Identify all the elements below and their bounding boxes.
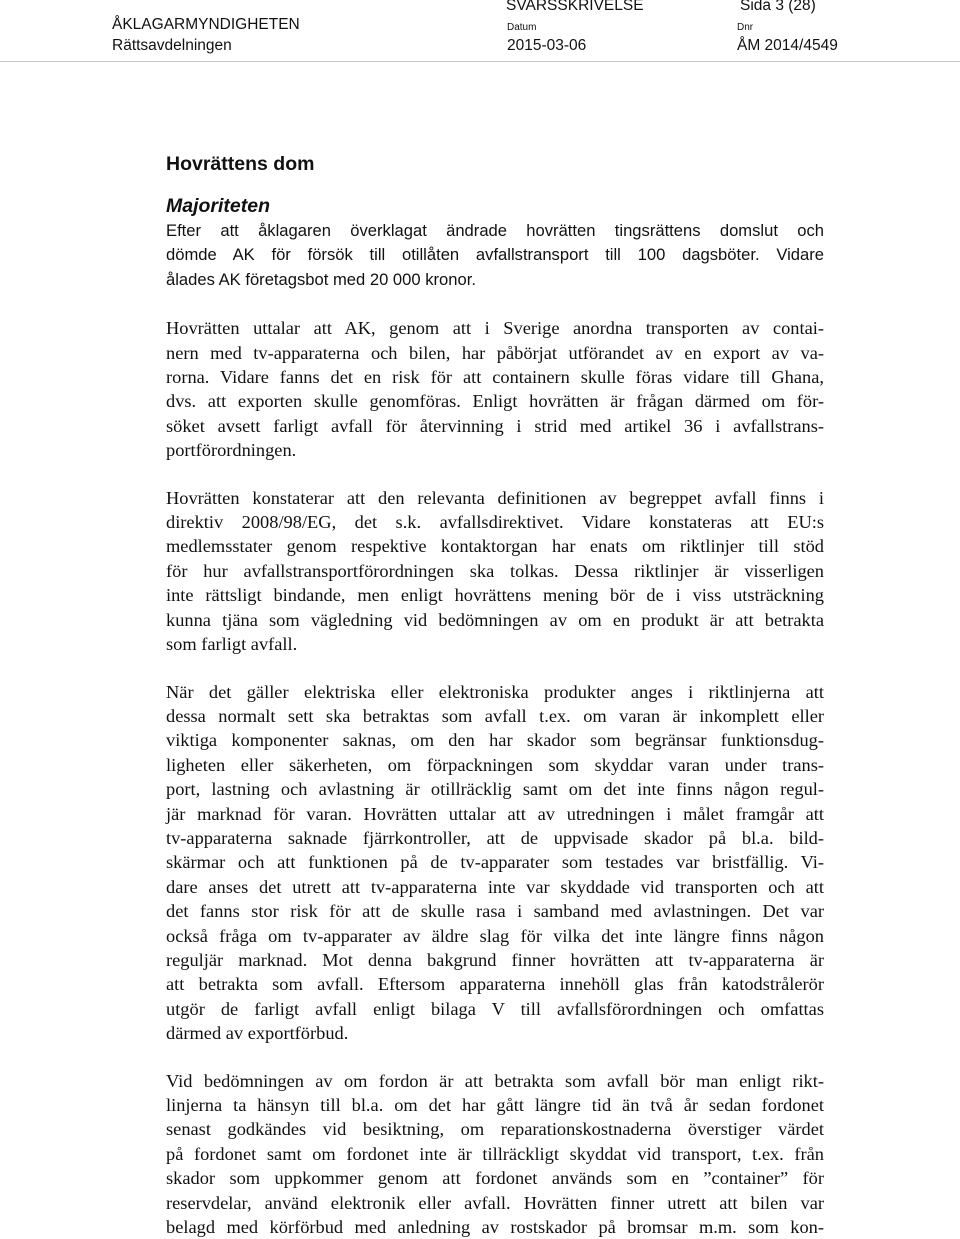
paragraph-line: som farligt avfall. <box>166 634 298 655</box>
paragraph-line: nern med tv-apparaterna och bilen, har påbörjat utförandet av en export av va- <box>166 342 824 363</box>
paragraph-line: senast godkändes vid besiktning, om reparationskostnaderna överstiger värdet <box>166 1119 824 1140</box>
paragraph-line: att betrakta som avfall. Eftersom apparaterna innehöll glas från katodstrålerör <box>166 974 824 995</box>
paragraph-line: rorna. Vidare fanns det en risk för att containern skulle föras vidare till Ghana, <box>166 367 824 388</box>
header-doc-type: SVARSSKRIVELSE <box>506 0 644 14</box>
header-page-number: Sida 3 (28) <box>740 0 816 14</box>
paragraph-2 <box>166 316 824 462</box>
paragraph-line: reservdelar, använd elektronik eller avfall. Hovrätten finner utrett att bilen var <box>166 1192 824 1213</box>
paragraph-line: viktiga komponenter saknas, om den har skador som begränsar funktionsdug- <box>166 730 824 751</box>
paragraph-line: Hovrätten uttalar att AK, genom att i Sverige anordna transporten av contai- <box>166 318 824 339</box>
page-header <box>0 0 960 60</box>
paragraph-line: Efter att åklagaren överklagat ändrade hovrätten tingsrättens domslut och <box>166 221 824 240</box>
paragraph-line: skador som uppkommer genom att fordonet används som en ”container” för <box>166 1168 824 1189</box>
paragraph-line: Hovrätten konstaterar att den relevanta definitionen av begreppet avfall finns i <box>166 487 824 508</box>
section-title: Hovrättens dom <box>166 153 315 175</box>
paragraph-line: ålades AK företagsbot med 20 000 kronor. <box>166 269 476 289</box>
header-unit: Rättsavdelningen <box>112 37 232 54</box>
paragraph-line: belagd med körförbud med anledning av rostskador på bromsar m.m. som kon- <box>166 1217 824 1238</box>
header-org: ÅKLAGARMYNDIGHETEN <box>112 16 300 33</box>
paragraph-line: för hur avfallstransportförordningen ska tolkas. Dessa riktlinjer är visserligen <box>166 560 824 581</box>
paragraph-line: på fordonet samt om fordonet inte är tillräckligt skyddat vid transport, t.ex. från <box>166 1143 824 1164</box>
paragraph-line: portförordningen. <box>166 440 297 461</box>
header-divider <box>0 61 960 62</box>
paragraph-line: När det gäller elektriska eller elektroniska produkter anges i riktlinjerna att <box>166 681 824 702</box>
paragraph-line: dvs. att exporten skulle genomföras. Enligt hovrätten är frågan därmed om för- <box>166 391 824 412</box>
paragraph-3 <box>166 486 824 657</box>
paragraph-line: söket avsett farligt avfall för återvinning i strid med artikel 36 i avfallstrans- <box>166 415 824 436</box>
paragraph-line: utgör de farligt avfall enligt bilaga V till avfallsförordningen och omfattas <box>166 998 824 1019</box>
paragraph-line: jär marknad för varan. Hovrätten uttalar att av utredningen i målet framgår att <box>166 803 824 824</box>
header-dnr-label: Dnr <box>737 22 754 33</box>
document-body <box>166 150 824 1239</box>
paragraph-line: ligheten eller säkerheten, om förpackningen som skyddar varan under trans- <box>166 754 824 775</box>
paragraph-line: dessa normalt sett ska betraktas som avfall t.ex. om varan är inkomplett eller <box>166 705 824 726</box>
paragraph-4 <box>166 680 824 1046</box>
section-subtitle: Majoriteten <box>166 195 271 217</box>
paragraph-1 <box>166 219 824 292</box>
paragraph-5 <box>166 1069 824 1239</box>
paragraph-line: Vid bedömningen av om fordon är att betrakta som avfall bör man enligt rikt- <box>166 1070 824 1091</box>
header-dnr: ÅM 2014/4549 <box>737 37 838 54</box>
paragraph-line: linjerna ta hänsyn till bl.a. om det har gått längre tid än två år sedan fordonet <box>166 1095 824 1115</box>
header-date-label: Datum <box>507 22 537 33</box>
paragraph-line: port, lastning och avlastning är otillräcklig samt om det inte finns någon regul- <box>166 779 824 800</box>
paragraph-line: kunna tjäna som vägledning vid bedömningen av om en produkt är att betrakta <box>166 609 824 630</box>
paragraph-line: det fanns stor risk för att de skulle rasa i samband med avlastningen. Det var <box>166 901 824 922</box>
paragraph-line: tv-apparaterna saknade fjärrkontroller, att de uppvisade skador på bl.a. bild- <box>166 827 824 848</box>
paragraph-line: direktiv 2008/98/EG, det s.k. avfallsdirektivet. Vidare konstateras att EU:s <box>166 512 824 533</box>
paragraph-line: skärmar och att funktionen på de tv-apparater som testades var bristfällig. Vi- <box>166 852 824 873</box>
paragraph-line: inte rättsligt bindande, men enligt hovrättens mening bör de i viss utsträckning <box>166 585 824 606</box>
paragraph-line: dare anses det utrett att tv-apparaterna inte var skyddade vid transporten och att <box>166 876 824 897</box>
paragraph-line: också fråga om tv-apparater av äldre slag för vilka det inte längre finns någon <box>166 925 824 946</box>
paragraph-line: reguljär marknad. Mot denna bakgrund finner hovrätten att tv-apparaterna är <box>166 949 824 970</box>
paragraph-line: därmed av exportförbud. <box>166 1023 349 1044</box>
paragraph-line: dömde AK för försök till otillåten avfallstransport till 100 dagsböter. Vidare <box>166 245 824 265</box>
header-date: 2015-03-06 <box>507 37 587 54</box>
paragraph-line: medlemsstater genom respektive kontaktorgan har enats om riktlinjer till stöd <box>166 536 824 557</box>
